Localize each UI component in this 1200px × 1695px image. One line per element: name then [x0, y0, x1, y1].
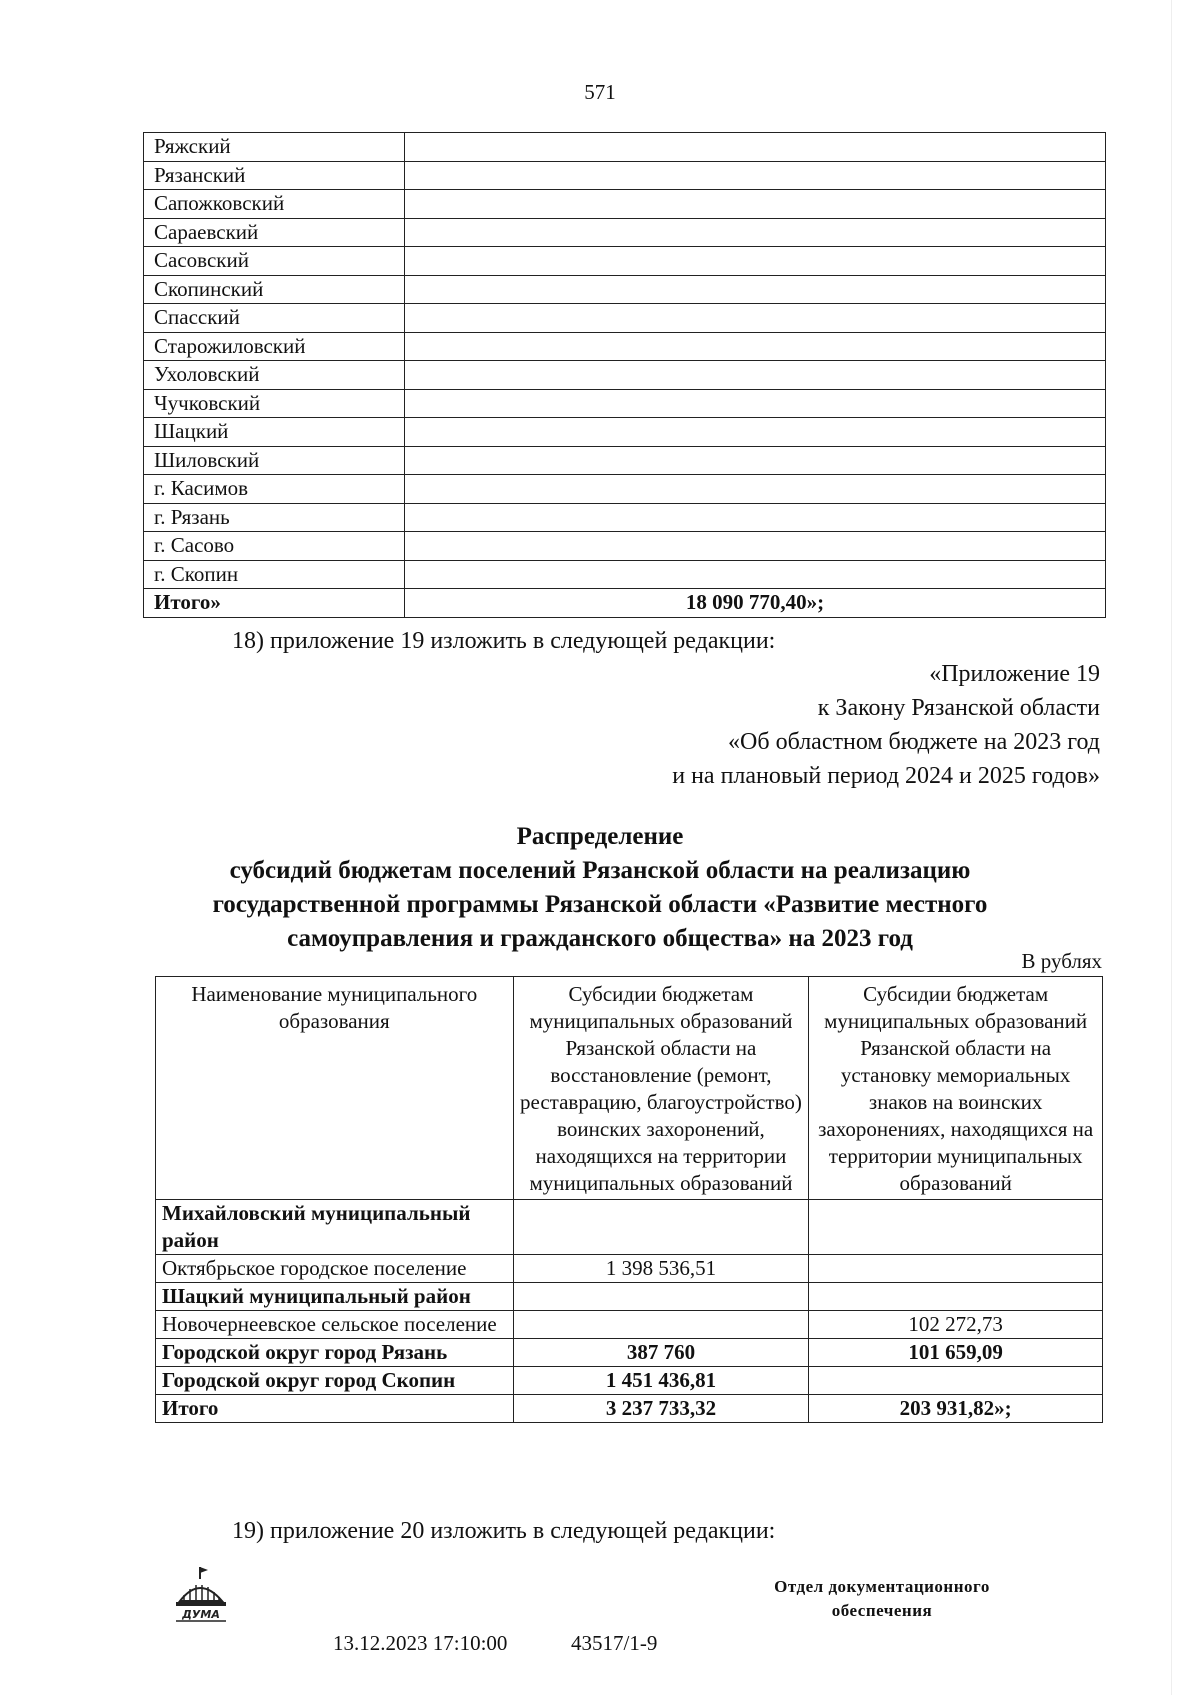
table-row: [144, 133, 1106, 162]
district-name: Сараевский: [144, 218, 405, 247]
appendix-line-1: «Приложение 19: [929, 661, 1100, 687]
title-line-2: субсидий бюджетам поселений Рязанской области на реализацию: [229, 857, 971, 884]
table-row: [144, 190, 1106, 219]
table-row: [156, 1311, 1103, 1339]
district-value: [405, 389, 1106, 418]
subsidy-restoration-value: 1 398 536,51: [513, 1255, 809, 1283]
district-name: г. Рязань: [144, 503, 405, 532]
header-subsidy-memorial: Субсидии бюджетам муниципальных образований Рязанской области на установку мемориальных знаков на воинских захоронениях, находящихся на территории муниципальных образований: [809, 977, 1103, 1200]
table-row: [144, 218, 1106, 247]
header-subsidy-restoration: Субсидии бюджетам муниципальных образований Рязанской области на восстановление (ремонт, реставрацию, благоустройство) воинских захоронений, находящихся на территории муниципальных образований: [513, 977, 809, 1200]
duma-seal-icon: [170, 1565, 232, 1625]
subsidy-memorial-value: [809, 1367, 1103, 1395]
district-value: [405, 133, 1106, 162]
subsidy-memorial-value: [809, 1283, 1103, 1311]
title-line-4: самоуправления и гражданского общества» на 2023 год: [287, 925, 913, 952]
district-name: Ухоловский: [144, 361, 405, 390]
district-value: [405, 247, 1106, 276]
paragraph-19: 19) приложение 20 изложить в следующей редакции:: [232, 1518, 776, 1544]
district-name: г. Касимов: [144, 475, 405, 504]
subsidy-restoration-value: 1 451 436,81: [513, 1367, 809, 1395]
header-municipality: Наименование муниципального образования: [156, 977, 514, 1200]
table-row: [144, 275, 1106, 304]
district-value: [405, 332, 1106, 361]
table-row: [156, 1200, 1103, 1255]
municipality-name: Октябрьское городское поселение: [156, 1255, 514, 1283]
district-value: [405, 161, 1106, 190]
subsidy-memorial-value: 203 931,82»;: [809, 1395, 1103, 1423]
district-value: [405, 190, 1106, 219]
document-title: [0, 820, 1200, 956]
table-row: [156, 1339, 1103, 1367]
district-name: Шацкий: [144, 418, 405, 447]
table-row: [144, 389, 1106, 418]
table-row: [156, 1283, 1103, 1311]
district-name: Старожиловский: [144, 332, 405, 361]
subsidy-restoration-value: [513, 1283, 809, 1311]
timestamp: 13.12.2023 17:10:00: [333, 1631, 508, 1655]
district-value: [405, 304, 1106, 333]
total-value: 18 090 770,40»;: [405, 589, 1106, 618]
district-name: Спасский: [144, 304, 405, 333]
svg-text:ДУМА: ДУМА: [182, 1608, 220, 1621]
scan-edge: [1171, 0, 1200, 1695]
district-name: Сасовский: [144, 247, 405, 276]
total-row: [144, 589, 1106, 618]
subsidy-restoration-value: [513, 1311, 809, 1339]
district-name: г. Скопин: [144, 560, 405, 589]
department-line-1: Отдел документационного: [774, 1577, 990, 1596]
appendix-line-3: «Об областном бюджете на 2023 год: [728, 729, 1100, 755]
table-row: [144, 361, 1106, 390]
district-value: [405, 218, 1106, 247]
subsidy-restoration-value: 3 237 733,32: [513, 1395, 809, 1423]
subsidy-memorial-value: 101 659,09: [809, 1339, 1103, 1367]
municipality-name: Городской округ город Рязань: [156, 1339, 514, 1367]
district-value: [405, 418, 1106, 447]
title-line-1: Распределение: [516, 823, 684, 850]
district-name: Шиловский: [144, 446, 405, 475]
subsidy-restoration-value: [513, 1200, 809, 1255]
district-value: [405, 560, 1106, 589]
table-row: [144, 475, 1106, 504]
district-value: [405, 503, 1106, 532]
document-number: 43517/1-9: [571, 1631, 658, 1655]
subsidy-memorial-value: 102 272,73: [809, 1311, 1103, 1339]
page-number: 571: [584, 80, 616, 104]
appendix-line-4: и на плановый период 2024 и 2025 годов»: [672, 763, 1100, 789]
department-stamp: [752, 1575, 1012, 1623]
table-row: [156, 1255, 1103, 1283]
subsidy-restoration-value: 387 760: [513, 1339, 809, 1367]
table-row: [144, 304, 1106, 333]
municipality-name: Михайловский муниципальный район: [156, 1200, 514, 1255]
district-name: Рязанский: [144, 161, 405, 190]
subsidy-memorial-value: [809, 1200, 1103, 1255]
table-row: [144, 161, 1106, 190]
title-line-3: государственной программы Рязанской области «Развитие местного: [212, 891, 988, 918]
municipality-name: Итого: [156, 1395, 514, 1423]
district-value: [405, 532, 1106, 561]
table-row: [144, 418, 1106, 447]
municipality-name: Шацкий муниципальный район: [156, 1283, 514, 1311]
appendix-heading: [400, 657, 1100, 793]
paragraph-18: 18) приложение 19 изложить в следующей редакции:: [232, 628, 776, 654]
districts-table: [143, 132, 1106, 618]
district-name: г. Сасово: [144, 532, 405, 561]
district-name: Скопинский: [144, 275, 405, 304]
table-row: [144, 503, 1106, 532]
table-row: [156, 1395, 1103, 1423]
district-name: Чучковский: [144, 389, 405, 418]
subsidy-memorial-value: [809, 1255, 1103, 1283]
district-name: Сапожковский: [144, 190, 405, 219]
district-value: [405, 475, 1106, 504]
table-row: [144, 332, 1106, 361]
table-row: [144, 446, 1106, 475]
district-name: Ряжский: [144, 133, 405, 162]
table-row: [144, 247, 1106, 276]
district-value: [405, 361, 1106, 390]
table-row: [156, 1367, 1103, 1395]
department-line-2: обеспечения: [831, 1601, 933, 1620]
table-row: [144, 532, 1106, 561]
municipality-name: Городской округ город Скопин: [156, 1367, 514, 1395]
appendix-line-2: к Закону Рязанской области: [817, 695, 1100, 721]
units-label: В рублях: [1021, 949, 1102, 973]
subsidies-table: [155, 976, 1103, 1423]
total-label: Итого»: [144, 589, 405, 618]
table-row: [144, 560, 1106, 589]
district-value: [405, 275, 1106, 304]
municipality-name: Новочернеевское сельское поселение: [156, 1311, 514, 1339]
district-value: [405, 446, 1106, 475]
subsidies-table-header: [156, 977, 1103, 1200]
